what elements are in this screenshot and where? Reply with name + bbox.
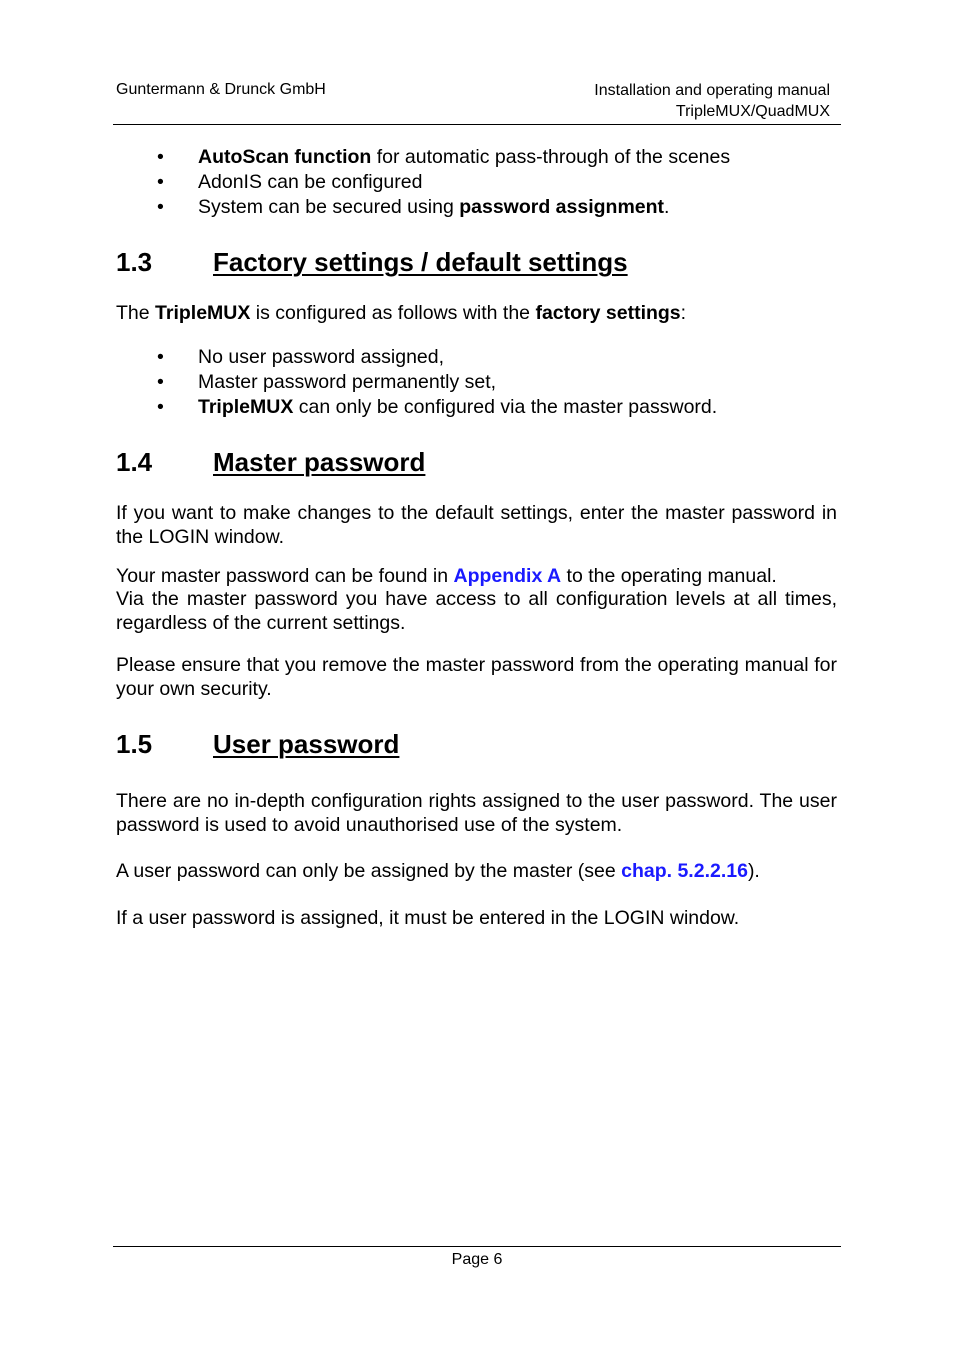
header-divider [113,124,841,125]
master-password-para-2-continued: Via the master password you have access to all configuration levels at all times, regardless of the current settings. [116,588,837,634]
header-company: Guntermann & Drunck GmbH [116,81,326,98]
header-product: TripleMUX/QuadMUX [675,103,830,120]
bullet-icon: • [157,396,164,418]
footer-divider [113,1246,841,1247]
bullet-icon: • [157,171,164,193]
master-password-para-3: Please ensure that you remove the master password from the operating manual for your own security. [116,654,837,700]
intro-bullet-list [116,145,838,220]
list-item: • System can be secured using password assignment. [157,196,670,218]
page-number: Page 6 [451,1251,503,1268]
master-password-para-2: Your master password can be found in Appendix A to the operating manual. [116,565,777,587]
bullet-icon: • [157,371,164,393]
header-manual-info [594,80,830,122]
header-manual-title: Installation and operating manual [594,82,830,99]
user-password-para-3: If a user password is assigned, it must be entered in the LOGIN window. [116,907,740,929]
user-password-para-1: There are no in-depth configuration rights assigned to the user password. The user password is used to avoid unauthorised use of the system. [116,790,837,836]
list-item: • AutoScan function for automatic pass-through of the scenes [157,146,731,168]
section-title: User password [213,729,400,759]
user-password-para-2: A user password can only be assigned by the master (see chap. 5.2.2.16). [116,860,760,882]
factory-settings-list [116,345,838,420]
bullet-icon: • [157,146,164,168]
appendix-a-link[interactable]: Appendix A [453,565,562,587]
list-item: • TripleMUX can only be configured via the master password. [157,396,718,418]
section-number: 1.5 [116,729,153,759]
section-title: Master password [213,447,426,477]
chapter-link[interactable]: chap. 5.2.2.16 [621,860,748,882]
bullet-icon: • [157,196,164,218]
list-item: • No user password assigned, [157,346,445,368]
list-item: • AdonIS can be configured [157,171,423,193]
section-number: 1.4 [116,447,153,477]
factory-settings-intro: The TripleMUX is configured as follows with the factory settings: [116,302,687,324]
section-number: 1.3 [116,247,153,277]
list-item: • Master password permanently set, [157,371,497,393]
master-password-para-1: If you want to make changes to the default settings, enter the master password in the LOGIN window. [116,502,837,548]
section-title: Factory settings / default settings [213,247,628,277]
bullet-icon: • [157,346,164,368]
